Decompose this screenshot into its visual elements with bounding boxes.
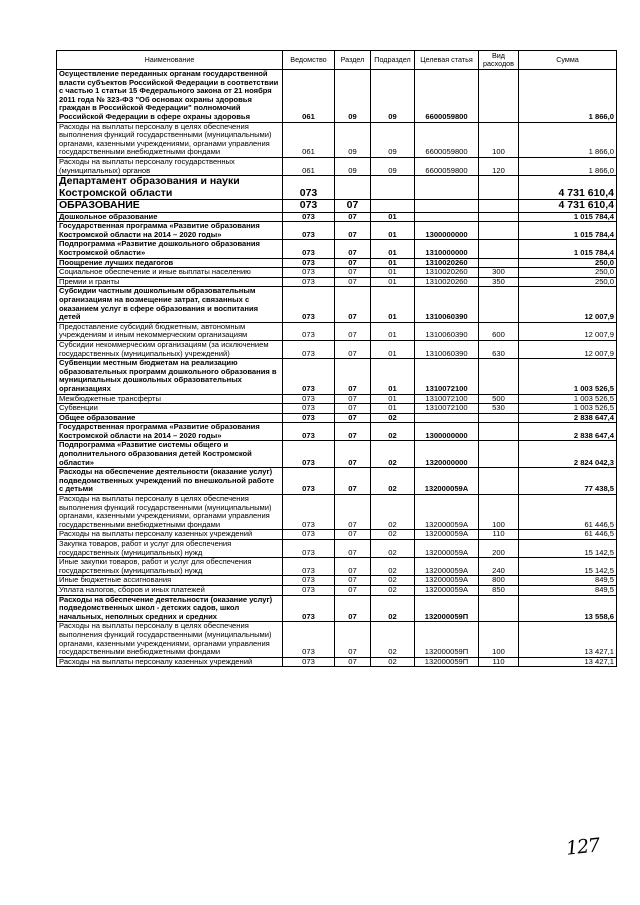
row-subsection-cell: 01: [371, 322, 415, 340]
row-expense-type-cell: 240: [479, 558, 519, 576]
table-row: [57, 441, 617, 468]
table-row: [57, 340, 617, 358]
row-target-article-cell: [415, 176, 479, 200]
row-expense-type-cell: 110: [479, 530, 519, 540]
row-target-article-cell: 1310060390: [415, 322, 479, 340]
row-name-cell: Общее образование: [57, 413, 283, 423]
table-row: [57, 122, 617, 157]
row-amount-cell: 1 866,0: [519, 157, 617, 175]
row-name-cell: Предоставление субсидий бюджетным, автономным учреждениям и иным некоммерческим организациям: [57, 322, 283, 340]
table-row: [57, 359, 617, 394]
row-target-article-cell: 132000059А: [415, 576, 479, 586]
row-name-cell: Расходы на обеспечение деятельности (оказание услуг) подведомственных учреждений по внешкольной работе с детьми: [57, 468, 283, 495]
row-amount-cell: 849,5: [519, 576, 617, 586]
row-amount-cell: 2 838 647,4: [519, 413, 617, 423]
table-row: [57, 176, 617, 200]
row-amount-cell: 12 007,9: [519, 287, 617, 322]
row-name-cell: Расходы на выплаты персоналу в целях обеспечения выполнения функций государственными (муниципальными) органами, казенными учреждениями, органами управления государственными внебюджетными фондами: [57, 622, 283, 657]
row-name-cell: Иные закупки товаров, работ и услуг для обеспечения государственных (муниципальных) нужд: [57, 558, 283, 576]
row-target-article-cell: 132000059П: [415, 657, 479, 667]
row-subsection-cell: 01: [371, 340, 415, 358]
row-department-cell: 073: [283, 576, 335, 586]
row-section-cell: 07: [335, 585, 371, 595]
row-target-article-cell: [415, 200, 479, 213]
handwritten-page-number: 127: [564, 834, 601, 860]
row-expense-type-cell: [479, 287, 519, 322]
row-target-article-cell: 1300000000: [415, 423, 479, 441]
row-section-cell: 07: [335, 258, 371, 268]
row-section-cell: 07: [335, 441, 371, 468]
header-section: Раздел: [335, 51, 371, 70]
row-name-cell: Расходы на выплаты персоналу казенных учреждений: [57, 657, 283, 667]
row-department-cell: 073: [283, 441, 335, 468]
row-department-cell: 073: [283, 530, 335, 540]
table-row: [57, 585, 617, 595]
row-amount-cell: 2 838 647,4: [519, 423, 617, 441]
row-target-article-cell: 1320000000: [415, 441, 479, 468]
row-name-cell: Премии и гранты: [57, 277, 283, 287]
row-target-article-cell: 1310072100: [415, 359, 479, 394]
row-expense-type-cell: 100: [479, 495, 519, 530]
row-name-cell: Поощрение лучших педагогов: [57, 258, 283, 268]
row-section-cell: 07: [335, 540, 371, 558]
row-amount-cell: 1 003 526,5: [519, 394, 617, 404]
row-target-article-cell: 132000059П: [415, 595, 479, 622]
row-expense-type-cell: 630: [479, 340, 519, 358]
row-department-cell: 073: [283, 222, 335, 240]
row-subsection-cell: 02: [371, 530, 415, 540]
row-section-cell: 07: [335, 530, 371, 540]
row-department-cell: 073: [283, 240, 335, 258]
row-name-cell: Субсидии частным дошкольным образовательным организациям на возмещение затрат, связанных с оказанием услуг в сфере образования и воспитания детей: [57, 287, 283, 322]
row-subsection-cell: 01: [371, 212, 415, 222]
row-expense-type-cell: [479, 200, 519, 213]
row-subsection-cell: 01: [371, 287, 415, 322]
row-target-article-cell: 1310060390: [415, 287, 479, 322]
row-expense-type-cell: 100: [479, 122, 519, 157]
row-section-cell: 07: [335, 495, 371, 530]
table-row: [57, 240, 617, 258]
row-amount-cell: 849,5: [519, 585, 617, 595]
row-target-article-cell: 132000059А: [415, 468, 479, 495]
row-section-cell: [335, 176, 371, 200]
header-expense-type: Вид расходов: [479, 51, 519, 70]
row-name-cell: Уплата налогов, сборов и иных платежей: [57, 585, 283, 595]
row-department-cell: 073: [283, 258, 335, 268]
row-name-cell: Государственная программа «Развитие образования Костромской области на 2014 – 2020 годы»: [57, 423, 283, 441]
row-subsection-cell: 02: [371, 595, 415, 622]
table-row: [57, 657, 617, 667]
row-department-cell: 061: [283, 70, 335, 123]
row-name-cell: Государственная программа «Развитие образования Костромской области на 2014 – 2020 годы»: [57, 222, 283, 240]
row-department-cell: 073: [283, 212, 335, 222]
row-subsection-cell: 02: [371, 468, 415, 495]
row-subsection-cell: 01: [371, 258, 415, 268]
row-section-cell: 07: [335, 468, 371, 495]
row-target-article-cell: 1300000000: [415, 222, 479, 240]
row-amount-cell: 1 866,0: [519, 122, 617, 157]
row-amount-cell: 1 866,0: [519, 70, 617, 123]
row-target-article-cell: 132000059А: [415, 530, 479, 540]
row-amount-cell: 13 558,6: [519, 595, 617, 622]
row-expense-type-cell: 500: [479, 394, 519, 404]
row-subsection-cell: [371, 176, 415, 200]
table-row: [57, 200, 617, 213]
row-expense-type-cell: 350: [479, 277, 519, 287]
row-name-cell: Подпрограмма «Развитие системы общего и дополнительного образования детей Костромской области»: [57, 441, 283, 468]
row-department-cell: 073: [283, 558, 335, 576]
row-expense-type-cell: 800: [479, 576, 519, 586]
row-expense-type-cell: 120: [479, 157, 519, 175]
row-section-cell: 07: [335, 340, 371, 358]
row-subsection-cell: 01: [371, 394, 415, 404]
row-subsection-cell: 02: [371, 413, 415, 423]
row-target-article-cell: 132000059А: [415, 558, 479, 576]
row-department-cell: 073: [283, 540, 335, 558]
table-header-row: [57, 51, 617, 70]
table-row: [57, 222, 617, 240]
row-expense-type-cell: [479, 240, 519, 258]
table-row: [57, 70, 617, 123]
row-subsection-cell: 02: [371, 495, 415, 530]
row-target-article-cell: 1310072100: [415, 394, 479, 404]
row-department-cell: 073: [283, 359, 335, 394]
table-row: [57, 495, 617, 530]
table-row: [57, 423, 617, 441]
row-target-article-cell: 6600059800: [415, 122, 479, 157]
row-section-cell: 07: [335, 657, 371, 667]
row-expense-type-cell: 600: [479, 322, 519, 340]
row-expense-type-cell: [479, 359, 519, 394]
table-row: [57, 595, 617, 622]
row-department-cell: 073: [283, 468, 335, 495]
row-name-cell: Межбюджетные трансферты: [57, 394, 283, 404]
row-amount-cell: 12 007,9: [519, 340, 617, 358]
row-expense-type-cell: [479, 423, 519, 441]
row-name-cell: Расходы на выплаты персоналу в целях обеспечения выполнения функций государственными (муниципальными) органами, казенными учреждениями, органами управления государственными внебюджетными фондами: [57, 495, 283, 530]
table-row: [57, 622, 617, 657]
row-section-cell: 07: [335, 576, 371, 586]
row-department-cell: 073: [283, 200, 335, 213]
table-row: [57, 157, 617, 175]
row-department-cell: 073: [283, 340, 335, 358]
row-subsection-cell: 02: [371, 558, 415, 576]
row-name-cell: Дошкольное образование: [57, 212, 283, 222]
row-target-article-cell: 132000059А: [415, 540, 479, 558]
row-target-article-cell: 1310020260: [415, 258, 479, 268]
row-section-cell: 07: [335, 595, 371, 622]
row-section-cell: 07: [335, 287, 371, 322]
header-name: Наименование: [57, 51, 283, 70]
row-name-cell: Осуществление переданных органам государственной власти субъектов Российской Федерации в соответствии с частью 1 статьи 15 Федерального закона от 21 ноября 2011 года № 323-ФЗ "Об основах охраны здоровья граждан в Российской Федерации" полномочий Российской Федерации в сфере охраны здоровья: [57, 70, 283, 123]
row-department-cell: 073: [283, 322, 335, 340]
row-amount-cell: 250,0: [519, 258, 617, 268]
row-target-article-cell: 1310020260: [415, 277, 479, 287]
row-section-cell: 07: [335, 268, 371, 278]
row-subsection-cell: 02: [371, 576, 415, 586]
row-amount-cell: 61 446,5: [519, 530, 617, 540]
row-name-cell: Подпрограмма «Развитие дошкольного образования Костромской области»: [57, 240, 283, 258]
row-subsection-cell: 09: [371, 122, 415, 157]
row-expense-type-cell: 110: [479, 657, 519, 667]
header-target-article: Целевая статья: [415, 51, 479, 70]
row-subsection-cell: 01: [371, 359, 415, 394]
table-row: [57, 268, 617, 278]
row-section-cell: 07: [335, 359, 371, 394]
row-amount-cell: 1 015 784,4: [519, 212, 617, 222]
row-amount-cell: 15 142,5: [519, 540, 617, 558]
row-expense-type-cell: [479, 595, 519, 622]
row-department-cell: 073: [283, 585, 335, 595]
table-body: [57, 70, 617, 667]
table-row: [57, 558, 617, 576]
row-subsection-cell: 01: [371, 222, 415, 240]
row-section-cell: 07: [335, 240, 371, 258]
row-target-article-cell: [415, 212, 479, 222]
row-department-cell: 073: [283, 404, 335, 414]
header-amount: Сумма: [519, 51, 617, 70]
row-section-cell: 07: [335, 413, 371, 423]
row-section-cell: 09: [335, 122, 371, 157]
row-section-cell: 07: [335, 394, 371, 404]
row-amount-cell: 12 007,9: [519, 322, 617, 340]
row-department-cell: 073: [283, 287, 335, 322]
row-name-cell: Социальное обеспечение и иные выплаты населению: [57, 268, 283, 278]
row-target-article-cell: 6600059800: [415, 70, 479, 123]
row-department-cell: 073: [283, 176, 335, 200]
row-subsection-cell: 02: [371, 423, 415, 441]
row-amount-cell: 15 142,5: [519, 558, 617, 576]
row-target-article-cell: 132000059П: [415, 622, 479, 657]
row-name-cell: Субсидии некоммерческим организациям (за исключением государственных (муниципальных) учреждений): [57, 340, 283, 358]
row-department-cell: 073: [283, 268, 335, 278]
row-name-cell: Расходы на обеспечение деятельности (оказание услуг) подведомственных школ - детских садов, школ начальных, неполных средних и средних: [57, 595, 283, 622]
row-department-cell: 073: [283, 423, 335, 441]
row-department-cell: 073: [283, 595, 335, 622]
row-department-cell: 061: [283, 157, 335, 175]
row-section-cell: 07: [335, 200, 371, 213]
row-department-cell: 061: [283, 122, 335, 157]
table-row: [57, 287, 617, 322]
row-amount-cell: 250,0: [519, 268, 617, 278]
row-amount-cell: 4 731 610,4: [519, 176, 617, 200]
row-amount-cell: 1 003 526,5: [519, 359, 617, 394]
row-expense-type-cell: [479, 413, 519, 423]
row-expense-type-cell: 850: [479, 585, 519, 595]
row-amount-cell: 77 438,5: [519, 468, 617, 495]
row-expense-type-cell: [479, 176, 519, 200]
row-expense-type-cell: [479, 212, 519, 222]
row-amount-cell: 4 731 610,4: [519, 200, 617, 213]
row-amount-cell: 2 824 042,3: [519, 441, 617, 468]
row-amount-cell: 61 446,5: [519, 495, 617, 530]
table-row: [57, 468, 617, 495]
row-expense-type-cell: 300: [479, 268, 519, 278]
row-expense-type-cell: 200: [479, 540, 519, 558]
row-subsection-cell: 02: [371, 622, 415, 657]
row-section-cell: 07: [335, 277, 371, 287]
row-section-cell: 07: [335, 322, 371, 340]
row-expense-type-cell: [479, 468, 519, 495]
row-subsection-cell: 02: [371, 585, 415, 595]
row-subsection-cell: 01: [371, 277, 415, 287]
row-expense-type-cell: [479, 70, 519, 123]
row-name-cell: Департамент образования и науки Костромской области: [57, 176, 283, 200]
row-department-cell: 073: [283, 277, 335, 287]
table-row: [57, 394, 617, 404]
row-subsection-cell: 01: [371, 240, 415, 258]
row-subsection-cell: [371, 200, 415, 213]
budget-table: [56, 50, 617, 667]
row-section-cell: 07: [335, 212, 371, 222]
row-name-cell: Закупка товаров, работ и услуг для обеспечения государственных (муниципальных) нужд: [57, 540, 283, 558]
row-target-article-cell: 1310020260: [415, 268, 479, 278]
row-section-cell: 07: [335, 423, 371, 441]
row-name-cell: Субвенции местным бюджетам на реализацию образовательных программ дошкольного образования в муниципальных дошкольных образовательных организациях: [57, 359, 283, 394]
row-section-cell: 07: [335, 404, 371, 414]
row-amount-cell: 1 003 526,5: [519, 404, 617, 414]
row-subsection-cell: 09: [371, 70, 415, 123]
row-subsection-cell: 02: [371, 441, 415, 468]
row-department-cell: 073: [283, 622, 335, 657]
row-department-cell: 073: [283, 394, 335, 404]
header-department: Ведомство: [283, 51, 335, 70]
row-target-article-cell: 132000059А: [415, 495, 479, 530]
row-department-cell: 073: [283, 657, 335, 667]
row-amount-cell: 13 427,1: [519, 622, 617, 657]
row-subsection-cell: 02: [371, 657, 415, 667]
row-department-cell: 073: [283, 413, 335, 423]
row-subsection-cell: 01: [371, 268, 415, 278]
row-section-cell: 07: [335, 222, 371, 240]
row-section-cell: 09: [335, 157, 371, 175]
header-subsection: Подраздел: [371, 51, 415, 70]
row-target-article-cell: 1310000000: [415, 240, 479, 258]
row-name-cell: Субвенции: [57, 404, 283, 414]
row-target-article-cell: 6600059800: [415, 157, 479, 175]
row-name-cell: Иные бюджетные ассигнования: [57, 576, 283, 586]
table-row: [57, 540, 617, 558]
row-amount-cell: 1 015 784,4: [519, 222, 617, 240]
row-department-cell: 073: [283, 495, 335, 530]
row-target-article-cell: 1310072100: [415, 404, 479, 414]
row-expense-type-cell: 100: [479, 622, 519, 657]
row-target-article-cell: 1310060390: [415, 340, 479, 358]
table-row: [57, 322, 617, 340]
row-expense-type-cell: [479, 222, 519, 240]
row-name-cell: Расходы на выплаты персоналу государственных (муниципальных) органов: [57, 157, 283, 175]
row-target-article-cell: [415, 413, 479, 423]
row-section-cell: 09: [335, 70, 371, 123]
row-name-cell: Расходы на выплаты персоналу в целях обеспечения выполнения функций государственными (муниципальными) органами, казенными учреждениями, органами управления государственными внебюджетными фондами: [57, 122, 283, 157]
table-row: [57, 404, 617, 414]
row-expense-type-cell: [479, 441, 519, 468]
row-name-cell: Расходы на выплаты персоналу казенных учреждений: [57, 530, 283, 540]
row-section-cell: 07: [335, 622, 371, 657]
row-subsection-cell: 09: [371, 157, 415, 175]
row-section-cell: 07: [335, 558, 371, 576]
row-amount-cell: 1 015 784,4: [519, 240, 617, 258]
row-expense-type-cell: 530: [479, 404, 519, 414]
row-subsection-cell: 01: [371, 404, 415, 414]
row-amount-cell: 13 427,1: [519, 657, 617, 667]
row-target-article-cell: 132000059А: [415, 585, 479, 595]
row-amount-cell: 250,0: [519, 277, 617, 287]
row-subsection-cell: 02: [371, 540, 415, 558]
row-name-cell: ОБРАЗОВАНИЕ: [57, 200, 283, 213]
